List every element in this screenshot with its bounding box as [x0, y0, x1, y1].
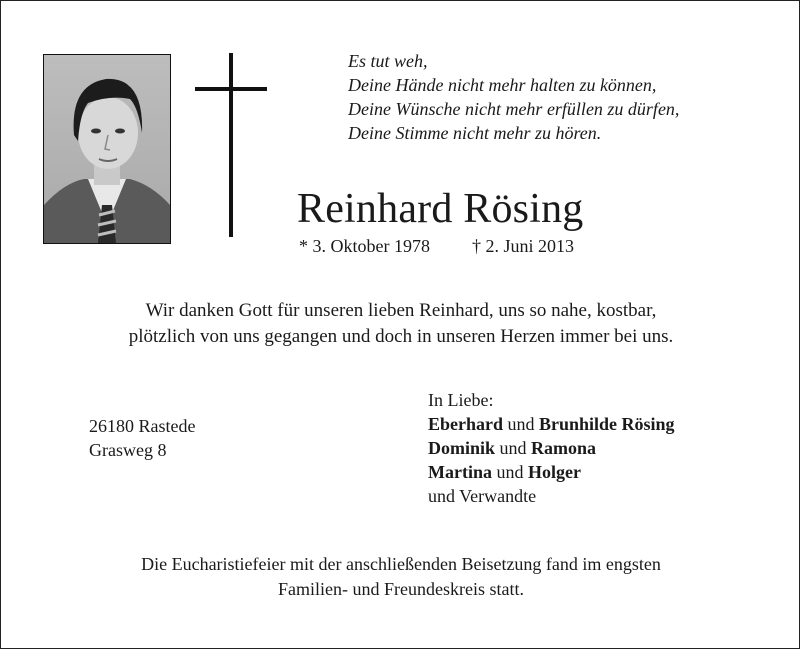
family-pair [428, 460, 675, 484]
poem-line: Deine Stimme nicht mehr zu hören. [348, 123, 602, 143]
cross-icon [195, 53, 267, 237]
thanks-line: plötzlich von uns gegangen und doch in unseren Herzen immer bei uns. [128, 326, 674, 347]
poem-line: Deine Wünsche nicht mehr erfüllen zu dürfen, [348, 99, 680, 119]
connector: und [496, 462, 524, 482]
family-member: Eberhard [428, 414, 504, 434]
family-member: Martina [428, 462, 492, 482]
death-date: † 2. Juni 2013 [471, 236, 574, 256]
address-street: Grasweg 8 [89, 440, 167, 460]
family-signatures [428, 388, 675, 508]
connector: und [499, 438, 527, 458]
family-pair [428, 436, 675, 460]
thanks-text [1, 298, 800, 350]
family-pair [428, 412, 675, 436]
family-member: Ramona [531, 438, 597, 458]
poem [348, 49, 679, 145]
address [89, 414, 195, 462]
family-member: Brunhilde Rösing [539, 414, 675, 434]
deceased-name: Reinhard Rösing [297, 186, 584, 232]
poem-line: Deine Hände nicht mehr halten zu können, [348, 75, 657, 95]
life-dates [299, 234, 574, 258]
family-member: Holger [527, 462, 581, 482]
family-member: Dominik [428, 438, 496, 458]
address-city: 26180 Rastede [89, 416, 196, 436]
portrait-photo [43, 54, 171, 244]
family-relatives: und Verwandte [428, 486, 537, 506]
thanks-line: Wir danken Gott für unseren lieben Reinhard, uns so nahe, kostbar, [145, 300, 657, 321]
connector: und [507, 414, 535, 434]
funeral-note-line: Familien- und Freundeskreis statt. [278, 579, 524, 599]
funeral-note-line: Die Eucharistiefeier mit der anschließenden Beisetzung fand im engsten [141, 554, 661, 574]
birth-date: * 3. Oktober 1978 [299, 236, 430, 256]
poem-line: Es tut weh, [348, 51, 428, 71]
funeral-note [1, 552, 800, 602]
family-intro: In Liebe: [428, 390, 494, 410]
